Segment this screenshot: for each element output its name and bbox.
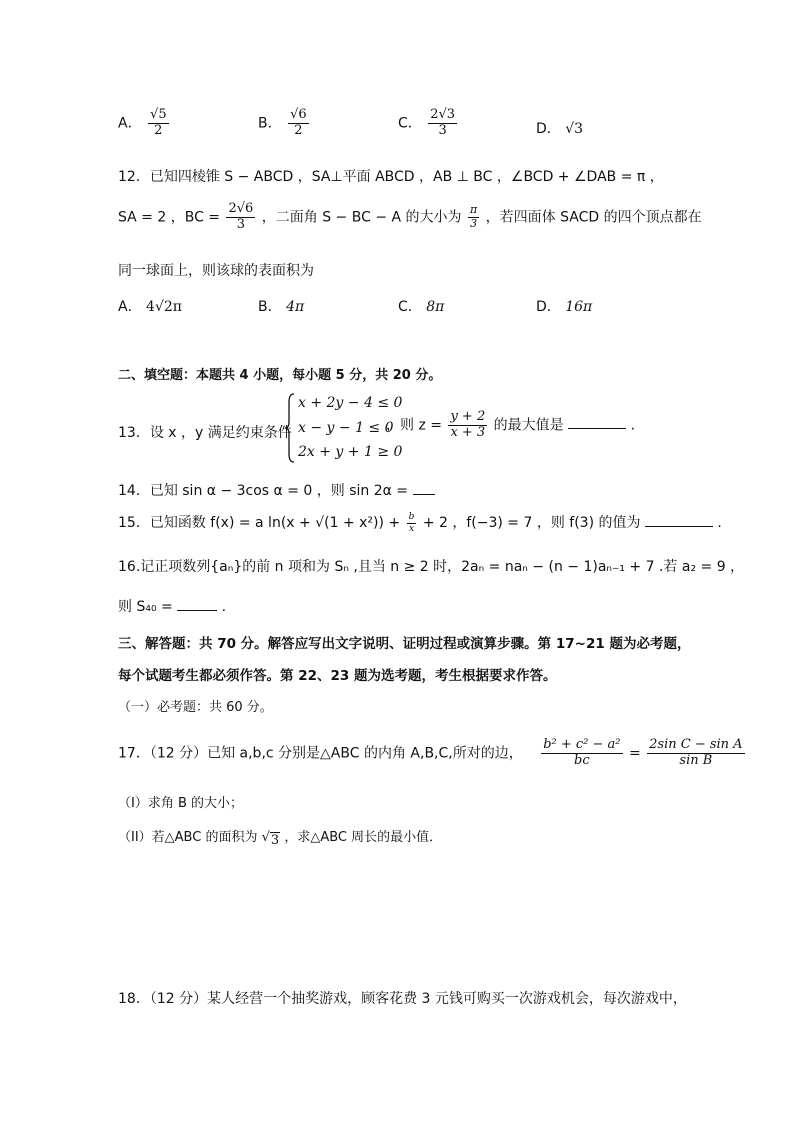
fraction: $\frac{\pi}{3}$ [469, 203, 478, 230]
q12-option-a: A． 4√2π [118, 299, 182, 315]
section2-title: 二、填空题：本题共 4 小题，每小题 5 分，共 20 分。 [118, 368, 442, 383]
fraction: $\frac{b}{x}$ [408, 512, 415, 534]
q11-option-b [258, 108, 311, 139]
q18-line1: 18．（12 分）某人经营一个抽奖游戏，顾客花费 3 元钱可购买一次游戏机会，每次游戏中， [118, 991, 687, 1007]
fraction: $\frac{2√3}{3}$ [430, 107, 456, 138]
q17-line1: 17．（12 分）已知 a,b,c 分别是△ABC 的内角 A,B,C,所对的边， $\frac{\text{b² + c² − a²}}{bc}$ = $\frac{\text{2sin C − sin A}}{\text{sin B}}$ [118, 737, 743, 768]
fraction: $\frac{2√6}{3}$ [228, 201, 254, 232]
fraction: $\frac{\text{b² + c² − a²}}{bc}$ [543, 737, 621, 768]
q16-line2: 则 S₄₀ = . [118, 596, 226, 616]
brace-icon [284, 392, 296, 464]
q16-line1: 16.记正项数列{aₙ}的前 n 项和为 Sₙ ,且当 n ≥ 2 时，2aₙ = naₙ − (n − 1)aₙ₋₁ + 7 .若 a₂ = 9 ， [118, 559, 745, 575]
q12-option-d: D． 16π [536, 299, 593, 315]
section3-line1: 三、解答题：共 70 分。解答应写出文字说明、证明过程或演算步骤。第 17~21 题为必考题， [118, 636, 691, 652]
q15: 15．已知函数 f(x) = a ln(x + √(1 + x²)) + $\frac{b}{x}$ + 2 ，f(−3) = 7 ，则 f(3) 的值为 . [118, 512, 722, 534]
answer-blank [645, 512, 713, 527]
q12-line1: 12．已知四棱锥 S − ABCD ，SA⊥平面 ABCD ，AB ⊥ BC ，∠BCD + ∠DAB = π ， [118, 169, 664, 185]
section3-line2: 每个试题考生都必须作答。第 22、23 题为选考题，考生根据要求作答。 [118, 668, 557, 684]
q13-constraint-2: x − y − 1 ≤ 0 [298, 420, 394, 436]
option-label: C． [398, 115, 422, 132]
option-value: √3 [565, 121, 584, 137]
q13-prefix: 13．设 x ，y 满足约束条件 [118, 425, 292, 441]
q17-part1: （I）求角 B 的大小； [118, 796, 244, 811]
sqrt: √ 3 [261, 830, 280, 848]
fraction: $\frac{√5}{2}$ [150, 107, 167, 138]
fraction: $\frac{\text{2sin C − sin A}}{\text{sin B}}$ [649, 737, 743, 768]
q11-option-d [536, 118, 583, 138]
q12-option-b: B． 4π [258, 299, 305, 315]
q12-line3: 同一球面上，则该球的表面积为 [118, 263, 314, 279]
q11-option-a [118, 108, 171, 139]
q14: 14．已知 sin α − 3cos α = 0 ，则 sin 2α = [118, 480, 435, 500]
q13-constraint-3: 2x + y + 1 ≥ 0 [298, 444, 403, 460]
q13-objective: ，则 z = $\frac{y + 2}{x + 3}$ 的最大值是 . [386, 409, 636, 440]
option-label: A． [118, 115, 142, 132]
q17-part2: （II）若△ABC 的面积为 √ 3 ，求△ABC 周长的最小值． [118, 830, 443, 848]
answer-blank [568, 414, 626, 429]
option-label: B． [258, 115, 282, 132]
section3-subtitle: （一）必考题：共 60 分。 [118, 700, 273, 715]
option-label: D． [536, 121, 561, 137]
q11-option-c [398, 108, 459, 139]
q12-option-c: C． 8π [398, 299, 445, 315]
answer-blank [177, 596, 217, 611]
fraction: $\frac{√6}{2}$ [290, 107, 307, 138]
q13-constraint-1: x + 2y − 4 ≤ 0 [298, 395, 403, 411]
q12-line2: SA = 2 ，BC = $\frac{2√6}{3}$ ，二面角 S − BC − A 的大小为 $\frac{\pi}{3}$ ，若四面体 SACD 的四个顶点都在 [118, 201, 702, 232]
answer-blank [413, 480, 435, 495]
fraction: $\frac{y + 2}{x + 3}$ [450, 409, 486, 440]
